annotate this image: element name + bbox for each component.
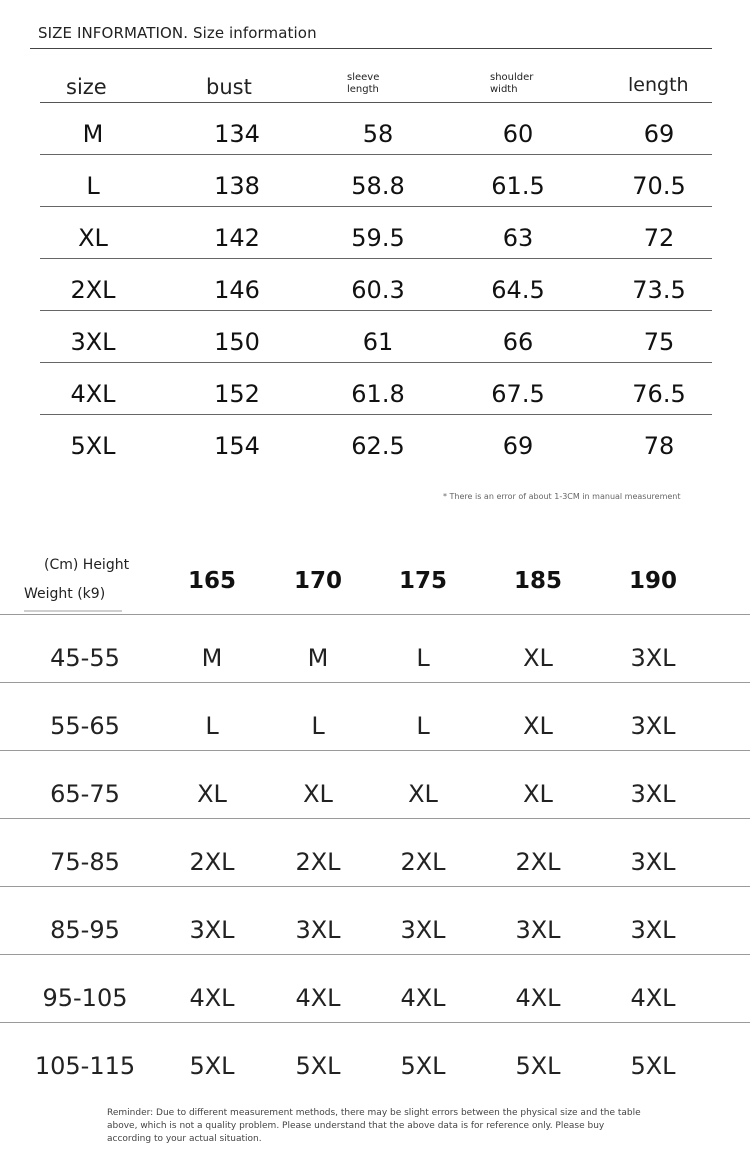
sleeve-cell: 62.5	[351, 432, 405, 460]
weight-axis-label: Weight (k9)	[24, 586, 106, 602]
weight-cell: 65-75	[50, 780, 120, 808]
corner-underline	[24, 610, 122, 612]
height-header: 185	[513, 568, 562, 594]
size-cell: 4XL	[295, 984, 341, 1012]
size-cell: 3XL	[630, 916, 676, 944]
size-cell: 3XL	[515, 916, 561, 944]
weight-cell: 95-105	[42, 984, 128, 1012]
length-cell: 78	[643, 432, 675, 460]
size-cell: L	[311, 712, 325, 740]
size-cell: L	[416, 644, 430, 672]
size-cell: 2XL	[189, 848, 235, 876]
bust-cell: 134	[214, 120, 260, 148]
table-row	[0, 1023, 750, 1090]
column-header-size: size	[66, 75, 107, 99]
shoulder-cell: 66	[502, 328, 534, 356]
weight-cell: 75-85	[50, 848, 120, 876]
reminder-text: Reminder: Due to different measurement methods, there may be slight errors between the physical size and the table above, which is not a quality problem. Please understand that the above data is for reference only. Please buy according to your actual situation.	[107, 1108, 641, 1144]
size-cell: M	[307, 644, 329, 672]
size-cell: L	[86, 172, 100, 200]
size-cell: 3XL	[189, 916, 235, 944]
size-cell: XL	[303, 780, 333, 808]
table-row	[0, 615, 750, 683]
table-row	[40, 415, 712, 466]
column-header-sleeve-length	[347, 72, 379, 96]
shoulder-cell: 63	[502, 224, 534, 252]
height-header: 190	[628, 568, 677, 594]
bust-cell: 138	[214, 172, 260, 200]
shoulder-cell: 61.5	[491, 172, 545, 200]
size-cell: XL	[523, 644, 553, 672]
bust-cell: 150	[214, 328, 260, 356]
size-cell: 2XL	[515, 848, 561, 876]
size-cell: 5XL	[189, 1052, 235, 1080]
length-cell: 70.5	[632, 172, 686, 200]
size-cell: 5XL	[70, 432, 116, 460]
size-cell: 4XL	[400, 984, 446, 1012]
bust-cell: 142	[214, 224, 260, 252]
table-row	[40, 207, 712, 259]
column-header-length: length	[628, 74, 689, 96]
size-cell: M	[82, 120, 104, 148]
table-row	[0, 683, 750, 751]
bust-cell: 154	[214, 432, 260, 460]
title-divider	[30, 48, 712, 49]
shoulder-cell: 64.5	[491, 276, 545, 304]
weight-cell: 105-115	[34, 1052, 136, 1080]
column-header-shoulder-width	[490, 72, 533, 96]
bust-cell: 146	[214, 276, 260, 304]
height-header: 165	[187, 568, 236, 594]
size-cell: XL	[523, 780, 553, 808]
size-cell: 3XL	[630, 848, 676, 876]
size-cell: 5XL	[515, 1052, 561, 1080]
size-cell: XL	[78, 224, 108, 252]
table-row	[40, 103, 712, 155]
column-header-bust: bust	[206, 75, 252, 99]
shoulder-cell: 69	[502, 432, 534, 460]
size-cell: 3XL	[630, 644, 676, 672]
length-cell: 76.5	[632, 380, 686, 408]
table-row	[40, 155, 712, 207]
size-cell: 4XL	[189, 984, 235, 1012]
table-row	[0, 887, 750, 955]
size-cell: XL	[523, 712, 553, 740]
length-cell: 72	[643, 224, 675, 252]
height-axis-label: (Cm) Height	[44, 557, 130, 573]
size-cell: 4XL	[630, 984, 676, 1012]
size-cell: 4XL	[70, 380, 116, 408]
bust-cell: 152	[214, 380, 260, 408]
table-row	[0, 751, 750, 819]
table-row	[40, 363, 712, 415]
size-cell: 2XL	[70, 276, 116, 304]
size-cell: 5XL	[400, 1052, 446, 1080]
size-cell: 2XL	[295, 848, 341, 876]
size-cell: XL	[197, 780, 227, 808]
length-cell: 73.5	[632, 276, 686, 304]
table-row	[0, 819, 750, 887]
table-row	[40, 259, 712, 311]
weight-cell: 85-95	[50, 916, 120, 944]
height-header: 170	[293, 568, 342, 594]
height-header: 175	[398, 568, 447, 594]
sleeve-cell: 58	[362, 120, 394, 148]
weight-cell: 55-65	[50, 712, 120, 740]
size-cell: 3XL	[630, 712, 676, 740]
size-measurement-table	[40, 52, 712, 466]
size-fit-table	[0, 615, 750, 1090]
sleeve-cell: 61.8	[351, 380, 405, 408]
size-cell: M	[201, 644, 223, 672]
length-cell: 75	[643, 328, 675, 356]
size-cell: 2XL	[400, 848, 446, 876]
shoulder-cell: 67.5	[491, 380, 545, 408]
size-cell: XL	[408, 780, 438, 808]
sleeve-cell: 59.5	[351, 224, 405, 252]
sleeve-cell: 60.3	[351, 276, 405, 304]
size-cell: L	[205, 712, 219, 740]
size-cell: L	[416, 712, 430, 740]
size-cell: 3XL	[70, 328, 116, 356]
size-cell: 5XL	[630, 1052, 676, 1080]
size-table-header	[40, 52, 712, 103]
sleeve-length-label: sleeve length	[347, 72, 380, 95]
sleeve-cell: 61	[362, 328, 394, 356]
length-cell: 69	[643, 120, 675, 148]
size-cell: 3XL	[295, 916, 341, 944]
sleeve-cell: 58.8	[351, 172, 405, 200]
size-cell: 3XL	[630, 780, 676, 808]
size-cell: 3XL	[400, 916, 446, 944]
measurement-note: * There is an error of about 1-3CM in manual measurement	[443, 492, 681, 501]
table-row	[0, 955, 750, 1023]
size-cell: 4XL	[515, 984, 561, 1012]
size-cell: 5XL	[295, 1052, 341, 1080]
table-row	[40, 311, 712, 363]
shoulder-cell: 60	[502, 120, 534, 148]
shoulder-width-label: shoulder width	[490, 72, 534, 95]
weight-cell: 45-55	[50, 644, 120, 672]
page-title: SIZE INFORMATION. Size information	[38, 24, 317, 42]
